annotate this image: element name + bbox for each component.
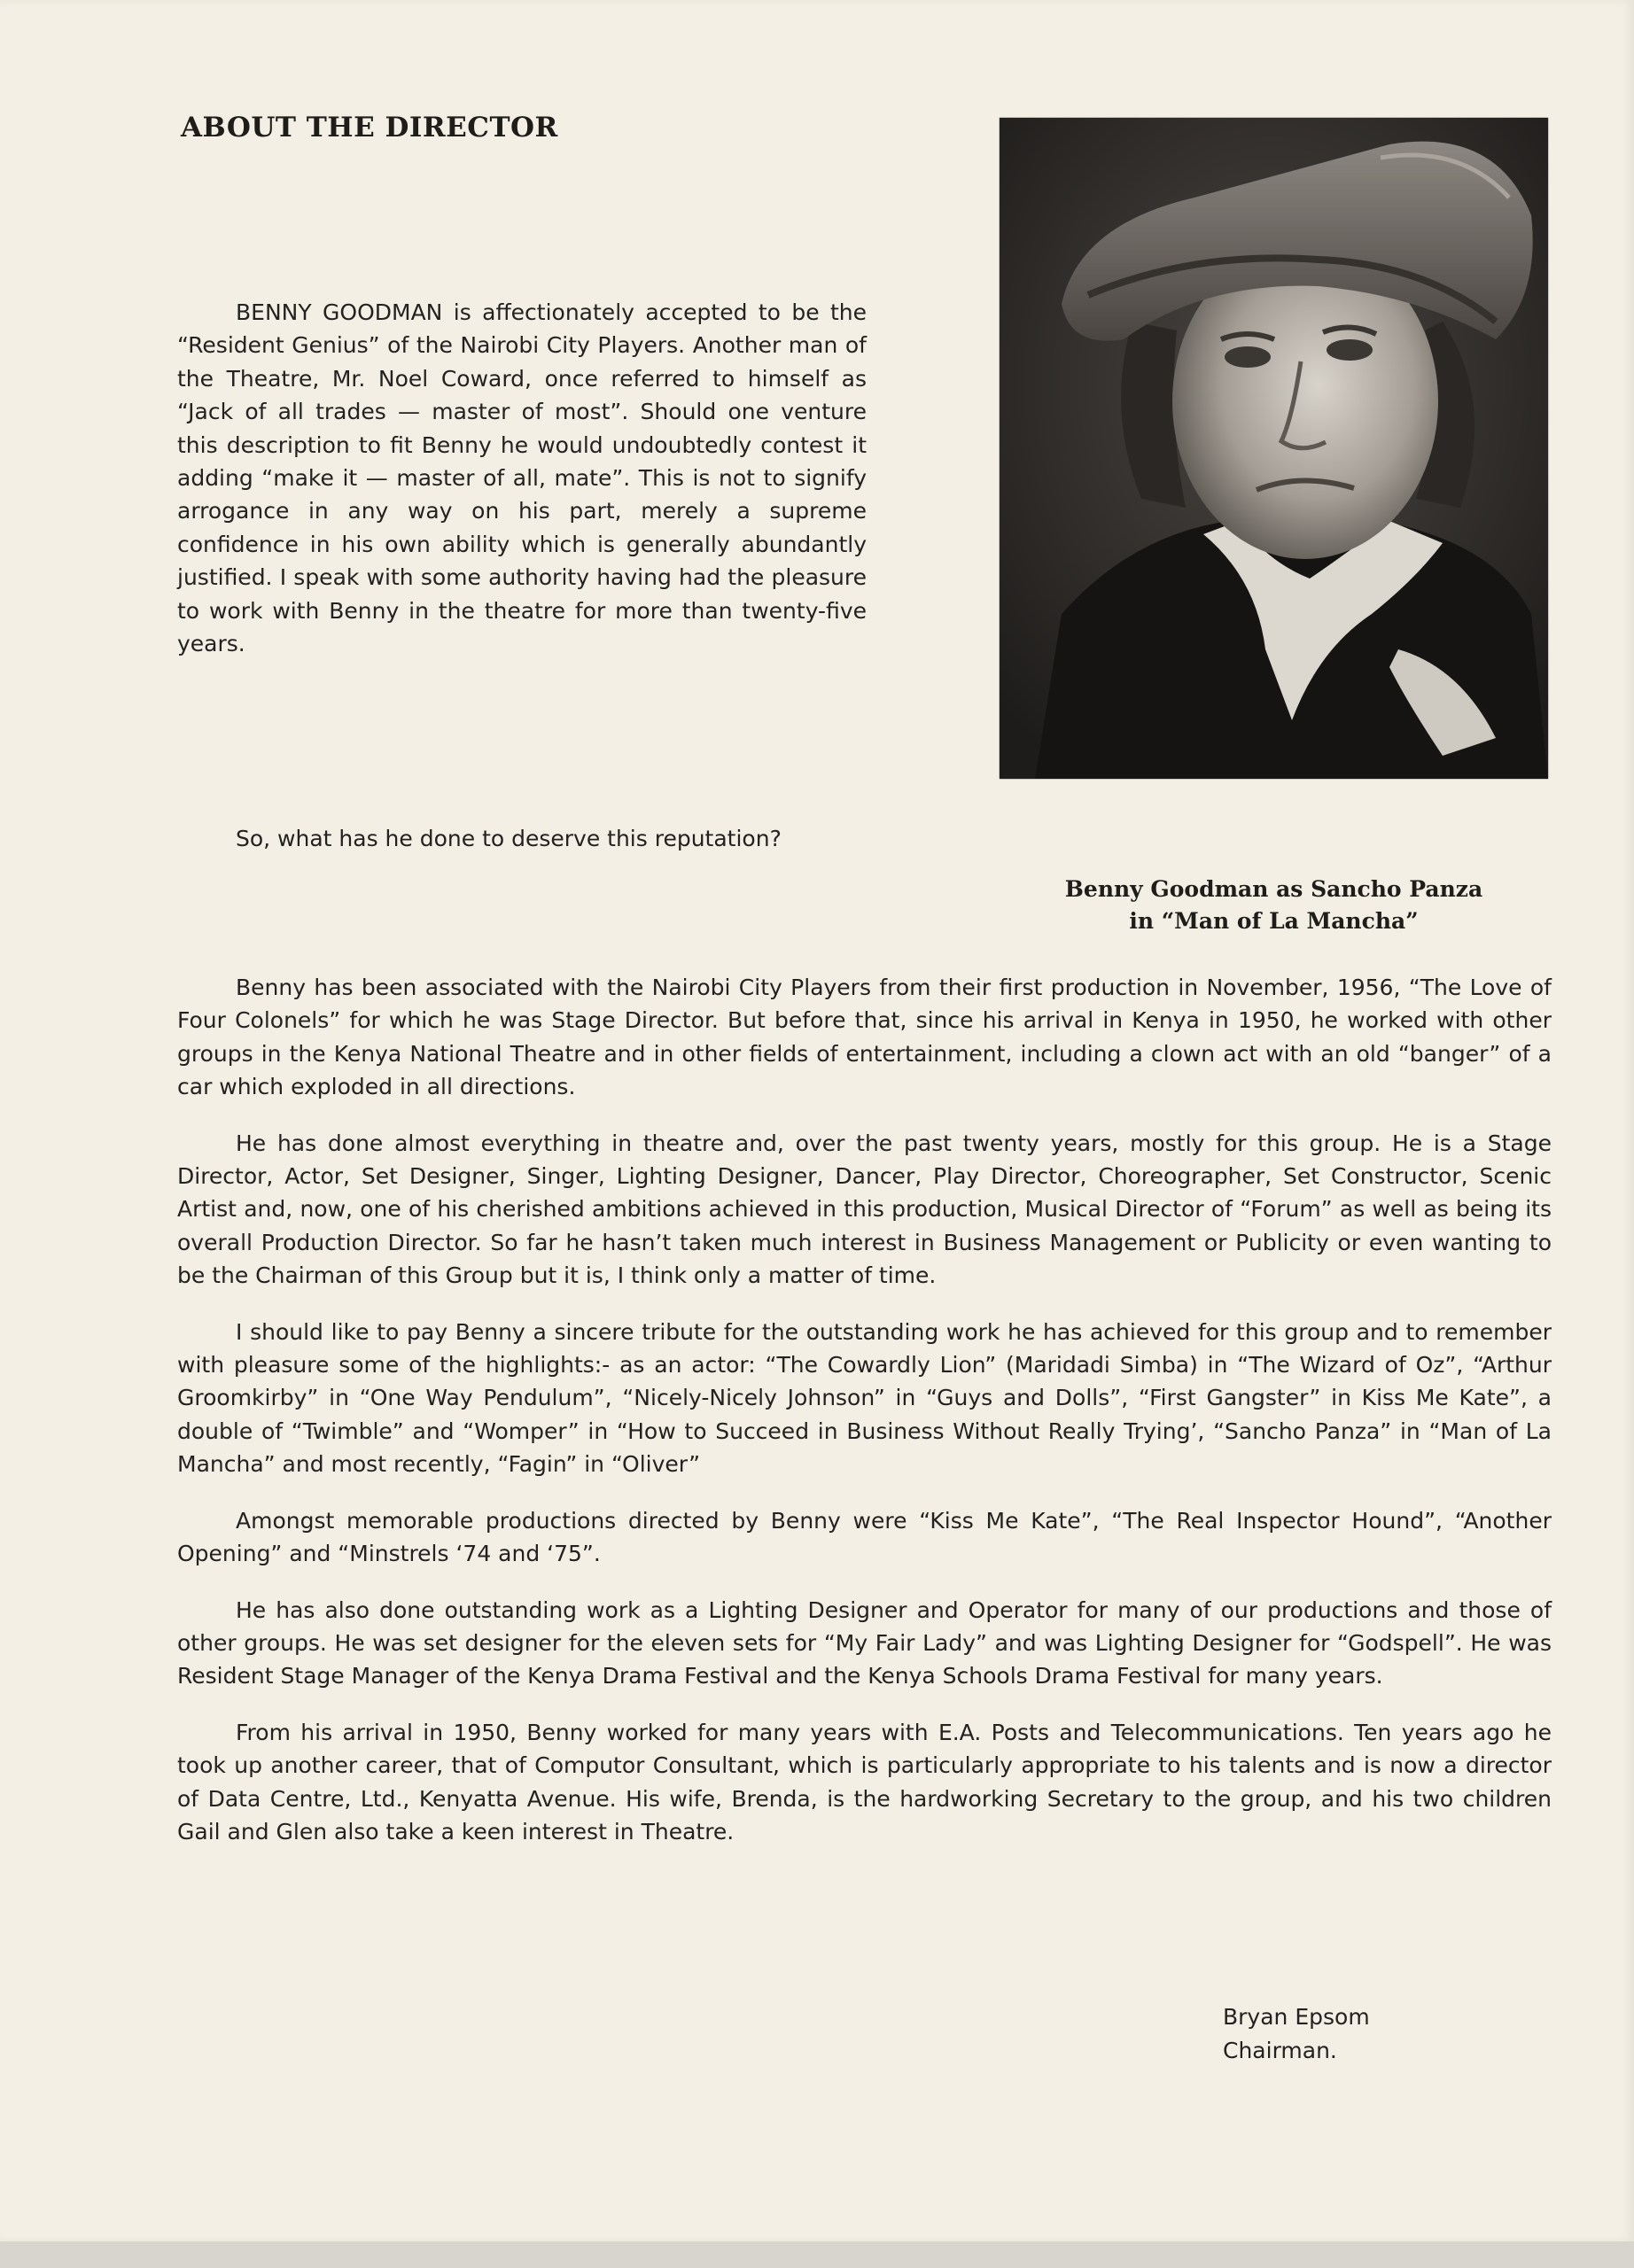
caption-line-2: in “Man of La Mancha”	[1129, 908, 1419, 934]
intro-paragraph: BENNY GOODMAN is affectionately accepted to be the “Resident Genius” of the Nairobi City Players. Another man of the Theatre, Mr. Noel Coward, once referred to himself as “Jack of all trades — master of most”. Should one venture this description to fit Benny he would undoubtedly contest it adding “make it — master of all, mate”. This is not to signify arrogance in any way on his part, merely a supreme confidence in his own ability which is generally abundantly justified. I speak with some authority having had the pleasure to work with Benny in the theatre for more than twenty-five years.	[177, 299, 867, 657]
scan-background-strip	[0, 2241, 1634, 2268]
photo-caption	[1000, 874, 1548, 937]
director-photo	[1000, 118, 1548, 779]
caption-line-1: Benny Goodman as Sancho Panza	[1064, 876, 1483, 902]
signature-block	[1223, 2000, 1489, 2068]
page-heading: ABOUT THE DIRECTOR	[181, 112, 558, 144]
article-body	[177, 971, 1552, 1871]
signature-title: Chairman.	[1223, 2038, 1337, 2063]
body-paragraph: I should like to pay Benny a sincere tribute for the outstanding work he has achieved for this group and to remember with pleasure some of the highlights:- as an actor: “The Cowardly Lion” (Maridadi Simba) in “The Wizard of Oz”, “Arthur Groomkirby” in “One Way Pendulum”, “Nicely-Nicely Johnson” in “Guys and Dolls”, “First Gangster” in Kiss Me Kate”, a double of “Twimble” and “Womper” in “How to Succeed in Business Without Really Trying’, “Sancho Panza” in “Man of La Mancha” and most recently, “Fagin” in “Oliver”	[177, 1318, 1552, 1478]
body-paragraph: He has done almost everything in theatre and, over the past twenty years, mostly for this group. He is a Stage Director, Actor, Set Designer, Singer, Lighting Designer, Dancer, Play Director, Choreographer, Set Constructor, Scenic Artist and, now, one of his cherished ambitions achieved in this production, Musical Director of “Forum” as well as being its overall Production Director. So far he hasn’t taken much interest in Business Management or Publicity or even wanting to be the Chairman of this Group but it is, I think only a matter of time.	[177, 1130, 1552, 1289]
signature-name: Bryan Epsom	[1223, 2004, 1370, 2030]
question-line: So, what has he done to deserve this reputation?	[236, 826, 782, 851]
body-paragraph: From his arrival in 1950, Benny worked for many years with E.A. Posts and Telecommunications. Ten years ago he took up another career, that of Computor Consultant, which is particularly appropriate to his talents and is now a director of Data Centre, Ltd., Kenyatta Avenue. His wife, Brenda, is the hardworking Secretary to the group, and his two children Gail and Glen also take a keen interest in Theatre.	[177, 1719, 1552, 1845]
body-paragraph: Benny has been associated with the Nairobi City Players from their first production in November, 1956, “The Love of Four Colonels” for which he was Stage Director. But before that, since his arrival in Kenya in 1950, he worked with other groups in the Kenya National Theatre and in other fields of entertainment, including a clown act with an old “banger” of a car which exploded in all directions.	[177, 975, 1552, 1100]
body-paragraph: He has also done outstanding work as a Lighting Designer and Operator for many of our productions and those of other groups. He was set designer for the eleven sets for “My Fair Lady” and was Lighting Designer for “Godspell”. He was Resident Stage Manager of the Kenya Drama Festival and the Kenya Schools Drama Festival for many years.	[177, 1596, 1552, 1689]
body-paragraph: Amongst memorable productions directed by Benny were “Kiss Me Kate”, “The Real Inspector Hound”, “Another Opening” and “Minstrels ‘74 and ‘75”.	[177, 1507, 1552, 1567]
director-portrait-image	[1000, 118, 1548, 779]
